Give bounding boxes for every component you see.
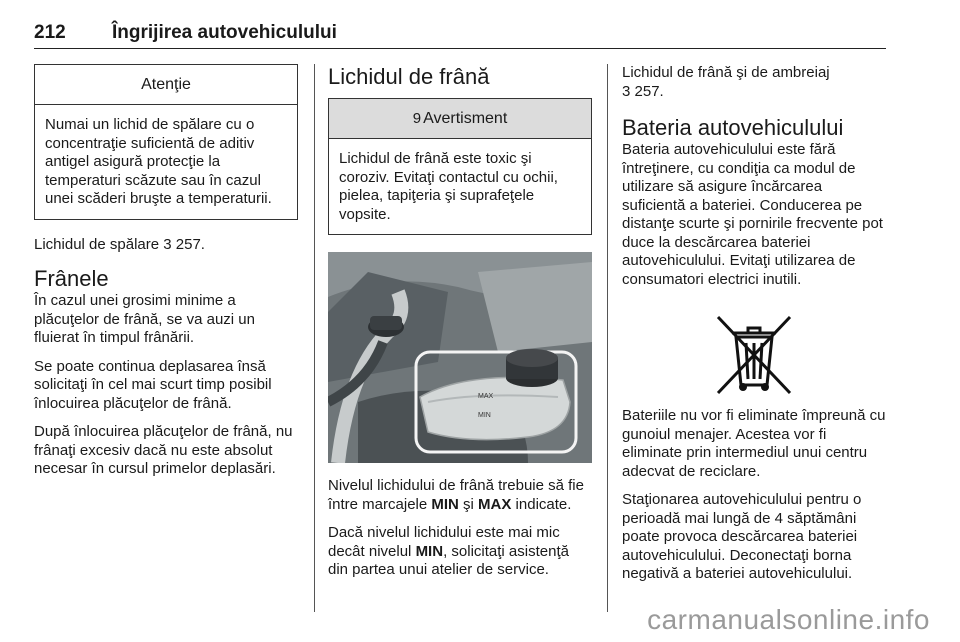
site-watermark: carmanualsonline.info (647, 604, 930, 635)
warning-header (329, 99, 591, 139)
brake-fluid-paragraph-2: Dacă nivelul lichidului este mai mic decât nivelul MIN, solicitaţi asistenţă din partea unui atelier de service. (328, 524, 569, 578)
brakes-paragraph-2: Se poate continua deplasarea însă solicitaţi în cel mai scurt timp posibil înlocuirea plăcuţelor de frână. (34, 357, 272, 412)
section-heading-brake-fluid: Lichidul de frână (328, 64, 490, 89)
min-mark: MIN (415, 542, 444, 560)
warning-box (328, 98, 592, 235)
warning-icon: 9 (412, 110, 422, 127)
battery-paragraph-1: Bateria autovehiculului este fără întreţinere, cu condiţia ca modul de utilizare să asigure încărcarea suficientă a bateriei. Conducerea pe distanţe scurte şi pornirile frecvente pot duce la descărcarea bateriei autovehiculului. Evitaţi utilizarea de consumatori electrici inutili. (622, 141, 883, 288)
page-ref-link[interactable]: 257. (634, 82, 664, 100)
caution-title: Atenţie (35, 65, 297, 105)
battery-paragraph-3: Staţionarea autovehiculului pentru o perioadă mai lungă de 4 săptămâni poate provoca descărcarea bateriei autovehiculului. Deconectaţi borna negativă a bateriei autovehiculului. (622, 491, 862, 582)
brake-fluid-reservoir-photo (328, 252, 592, 463)
page-ref-link[interactable]: 257. (175, 235, 205, 253)
page-header (34, 22, 886, 49)
page-ref-icon: 3 (622, 82, 631, 100)
section-heading-battery: Bateria autovehiculului (622, 115, 844, 140)
caution-text: Numai un lichid de spălare cu o concentraţie suficientă de aditiv antigel asigură protecţie la temperaturi scăzute sau în cazul unei scăderi bruşte a temperaturii. (45, 116, 272, 207)
column-divider (607, 64, 608, 612)
column-divider (314, 64, 315, 612)
battery-paragraph-2: Bateriile nu vor fi eliminate împreună cu gunoiul menajer. Acestea vor fi eliminate prin intermediul unui centru adecvat de reciclare. (622, 407, 886, 480)
warning-title: Avertisment (423, 110, 508, 127)
caution-box (34, 64, 298, 220)
max-mark: MAX (478, 495, 512, 513)
warning-text: Lichidul de frână este toxic şi coroziv. Evitaţi contactul cu ochii, pielea, tapiţeria şi suprafeţele vopsite. (339, 150, 558, 223)
brakes-paragraph-1: În cazul unei grosimi minime a plăcuţelor de frână, se va auzi un fluierat în timpul frânării. (34, 292, 255, 346)
page-ref-icon: 3 (163, 235, 172, 253)
chapter-title: Îngrijirea autovehiculului (112, 22, 337, 43)
reservoir-min-label: MIN (478, 412, 491, 419)
brake-clutch-fluid-reference: Lichidul de frână şi de ambreiaj 3 257. (622, 64, 830, 100)
section-heading-brakes: Frânele (34, 266, 109, 291)
column-right (622, 64, 886, 584)
page-number: 212 (34, 22, 66, 43)
column-middle (328, 64, 592, 580)
washer-fluid-reference: Lichidul de spălare 3 257. (34, 235, 205, 253)
column-left (34, 64, 298, 479)
brakes-paragraph-3: După înlocuirea plăcuţelor de frână, nu frânaţi excesiv dacă nu este absolut necesar în cursul primelor deplasări. (34, 423, 293, 477)
crossed-out-wheelie-bin-icon (710, 309, 798, 397)
reservoir-max-label: MAX (478, 393, 494, 400)
min-mark: MIN (431, 495, 459, 513)
brake-fluid-paragraph-1: Nivelul lichidului de frână trebuie să fie între marcajele MIN şi MAX indicate. (328, 477, 584, 513)
